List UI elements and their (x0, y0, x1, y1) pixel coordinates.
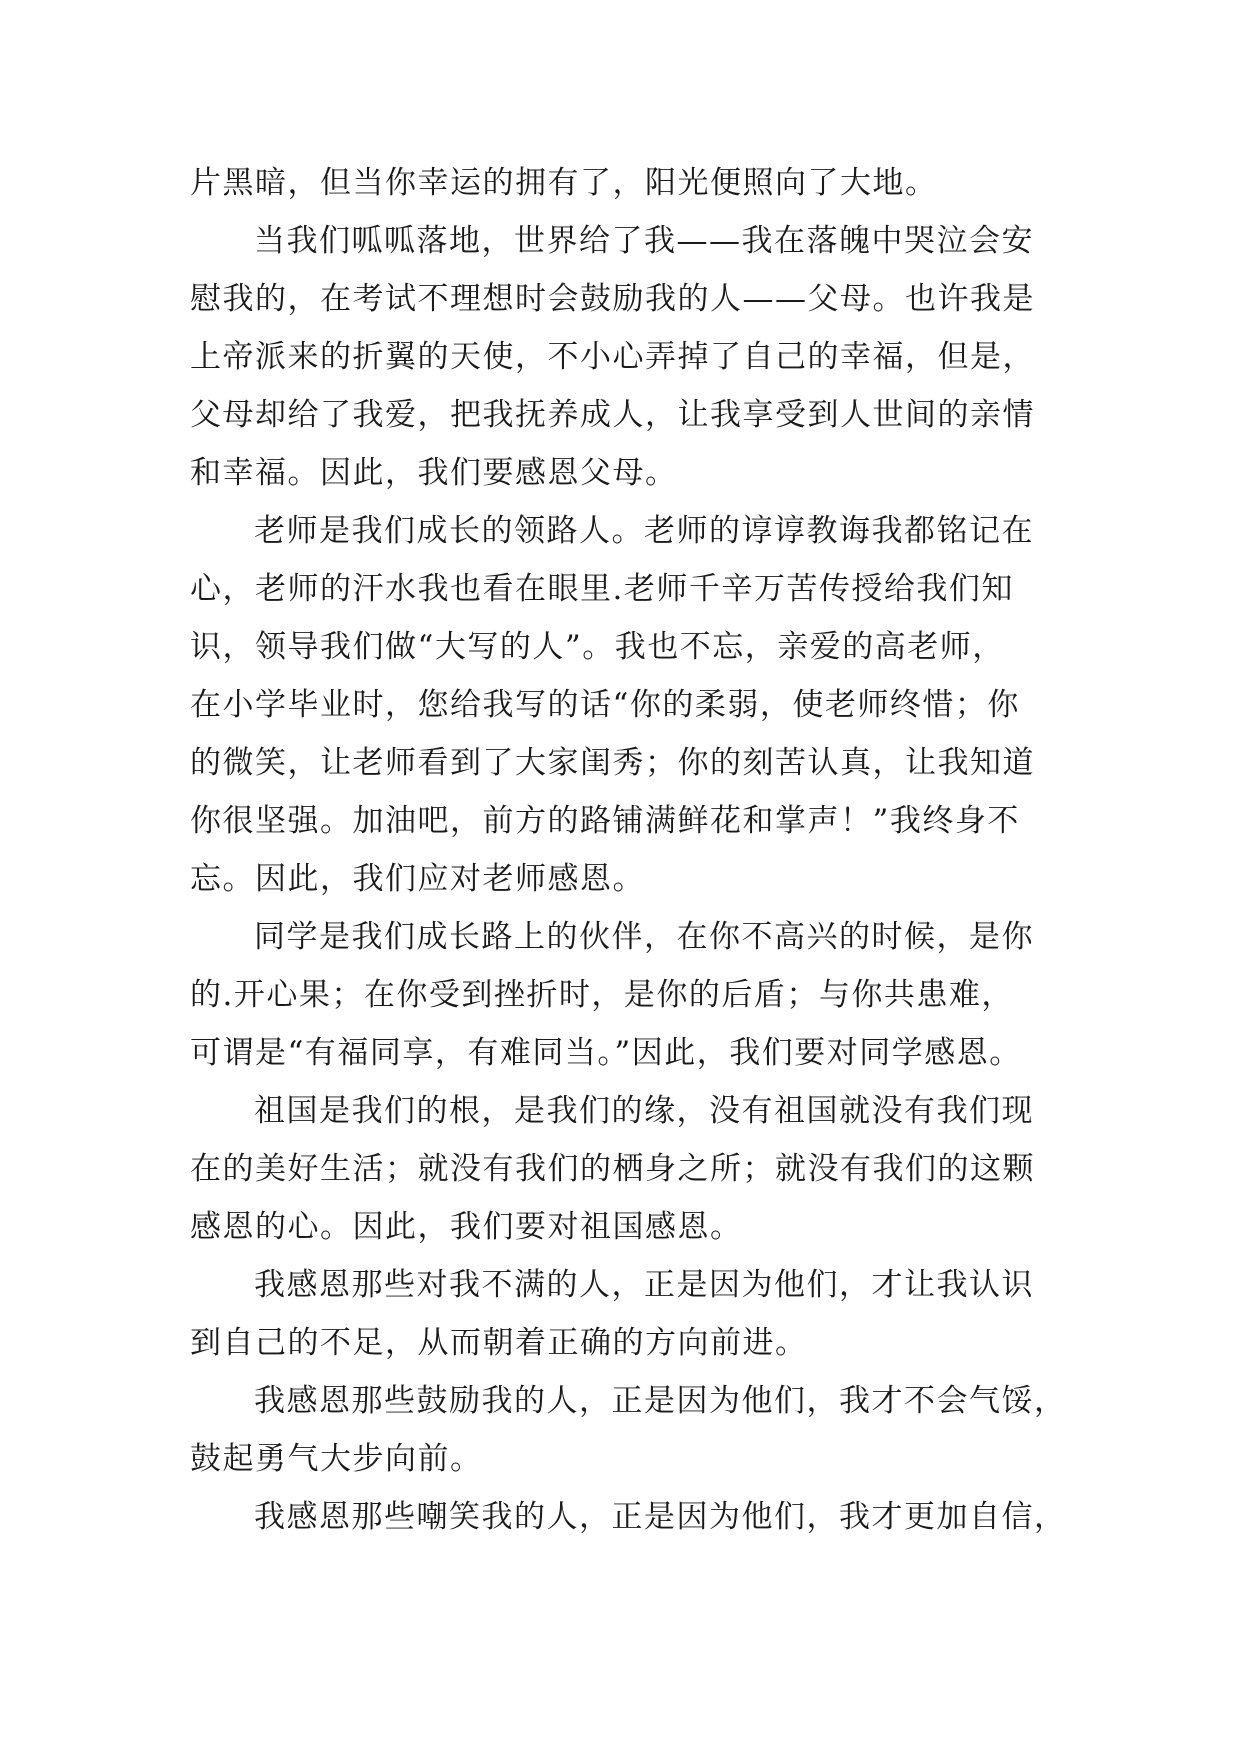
paragraph-6 (190, 1256, 1060, 1372)
paragraph-5 (190, 1082, 1060, 1256)
text-line: 在小学毕业时，您给我写的话“你的柔弱，使老师终惜；你 (190, 687, 1020, 723)
text-line: 和幸福。因此，我们要感恩父母。 (190, 455, 678, 491)
paragraph-1 (190, 154, 1060, 212)
text-line: 可谓是“有福同享，有难同当。”因此，我们要对同学感恩。 (190, 1035, 1022, 1071)
text-line: 鼓起勇气大步向前。 (190, 1441, 483, 1477)
document-body (190, 154, 1067, 1546)
text-line: 上帝派来的折翼的天使，不小心弄掉了自己的幸福，但是， (190, 339, 1035, 375)
text-line: 在的美好生活；就没有我们的栖身之所；就没有我们的这颗 (190, 1151, 1035, 1187)
text-line: 片黑暗，但当你幸运的拥有了，阳光便照向了大地。 (190, 165, 938, 201)
text-line: 你很坚强。加油吧，前方的路铺满鲜花和掌声！”我终身不 (190, 803, 1020, 839)
text-line: 父母却给了我爱，把我抚养成人，让我享受到人世间的亲情 (190, 397, 1035, 433)
text-line: 到自己的不足，从而朝着正确的方向前进。 (190, 1325, 808, 1361)
paragraph-3 (190, 502, 1060, 908)
text-line: 当我们呱呱落地，世界给了我——我在落魄中哭泣会安 (254, 223, 1034, 259)
text-line: 祖国是我们的根，是我们的缘，没有祖国就没有我们现 (254, 1093, 1034, 1129)
paragraph-2 (190, 212, 1060, 502)
text-line: 忘。因此，我们应对老师感恩。 (190, 861, 645, 897)
text-line: 老师是我们成长的领路人。老师的谆谆教诲我都铭记在 (254, 513, 1034, 549)
text-line: 心，老师的汗水我也看在眼里.老师千辛万苦传授给我们知 (190, 571, 1014, 607)
text-line: 我感恩那些对我不满的人，正是因为他们，才让我认识 (254, 1267, 1034, 1303)
text-line: 我感恩那些鼓励我的人，正是因为他们，我才不会气馁， (254, 1383, 1067, 1419)
text-line: 慰我的，在考试不理想时会鼓励我的人——父母。也许我是 (190, 281, 1035, 317)
text-line: 我感恩那些嘲笑我的人，正是因为他们，我才更加自信， (254, 1499, 1067, 1535)
text-line: 同学是我们成长路上的伙伴，在你不高兴的时候，是你 (254, 919, 1034, 955)
paragraph-7 (190, 1372, 1067, 1488)
text-line: 识，领导我们做“大写的人”。我也不忘，亲爱的高老师， (190, 629, 1005, 665)
text-line: 的微笑，让老师看到了大家闺秀；你的刻苦认真，让我知道 (190, 745, 1035, 781)
text-line: 的.开心果；在你受到挫折时，是你的后盾；与你共患难， (190, 977, 1014, 1013)
text-line: 感恩的心。因此，我们要对祖国感恩。 (190, 1209, 743, 1245)
paragraph-8 (190, 1488, 1067, 1546)
paragraph-4 (190, 908, 1060, 1082)
